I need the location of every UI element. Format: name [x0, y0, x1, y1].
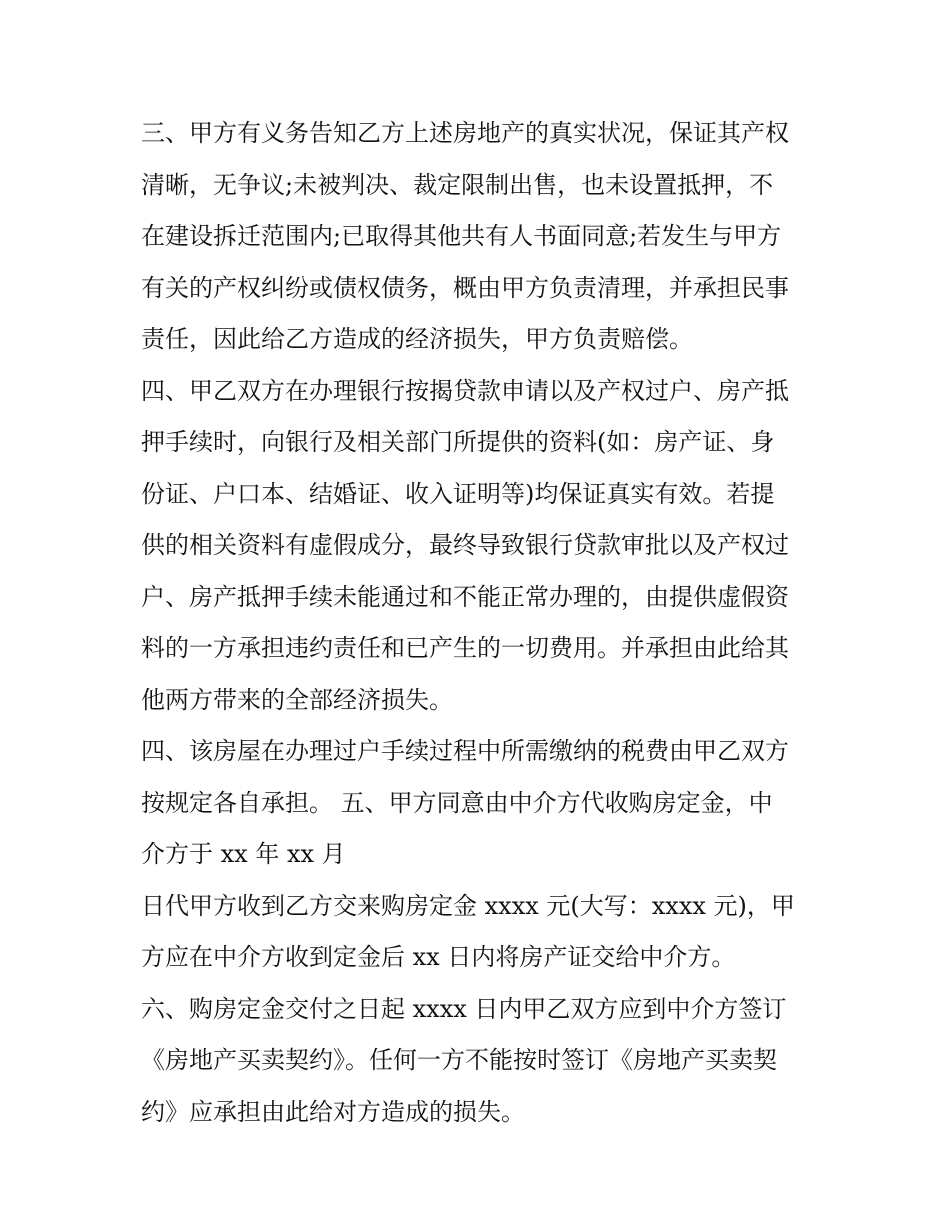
text-line-5: 责任，因此给乙方造成的经济损失，甲方负责赔偿。	[141, 325, 693, 353]
text-line-14: 按规定各自承担。 五、甲方同意由中介方代收购房定金，中	[141, 788, 773, 817]
document-body	[141, 108, 821, 1138]
text-line-9: 供的相关资料有虚假成分，最终导致银行贷款审批以及产权过	[141, 531, 789, 559]
text-line-13: 四、该房屋在办理过户手续过程中所需缴纳的税费由甲乙双方	[141, 737, 789, 765]
text-line-20: 约》应承担由此给对方造成的损失。	[141, 1097, 525, 1126]
text-line-7: 押手续时，向银行及相关部门所提供的资料(如：房产证、身	[141, 428, 775, 456]
text-line-19: 《房地产买卖契约》。任何一方不能按时签订《房地产买卖契	[141, 1046, 777, 1074]
text-line-11: 料的一方承担违约责任和已产生的一切费用。并承担由此给其	[141, 634, 789, 662]
text-line-15: 介方于 xx 年 xx 月	[141, 840, 346, 868]
text-line-18: 六、购房定金交付之日起 xxxx 日内甲乙双方应到中介方签订	[141, 994, 787, 1023]
text-line-6: 四、甲乙双方在办理银行按揭贷款申请以及产权过户、房产抵	[141, 376, 789, 405]
text-line-10: 户、房产抵押手续未能通过和不能正常办理的，由提供虚假资	[141, 582, 789, 611]
text-line-8: 份证、户口本、结婚证、收入证明等)均保证真实有效。若提	[141, 479, 775, 508]
text-line-17: 方应在中介方收到定金后 xx 日内将房产证交给中介方。	[141, 943, 736, 971]
text-line-3: 在建设拆迁范围内;已取得其他共有人书面同意;若发生与甲方	[141, 222, 782, 250]
text-line-4: 有关的产权纠纷或债权债务，概由甲方负责清理，并承担民事	[141, 273, 789, 302]
text-line-12: 他两方带来的全部经济损失。	[141, 685, 453, 714]
text-line-1: 三、甲方有义务告知乙方上述房地产的真实状况，保证其产权	[141, 119, 789, 147]
text-line-16: 日代甲方收到乙方交来购房定金 xxxx 元(大写：xxxx 元)，甲	[141, 891, 795, 920]
text-line-2: 清晰，无争议;未被判决、裁定限制出售，也未设置抵押，不	[141, 170, 774, 199]
